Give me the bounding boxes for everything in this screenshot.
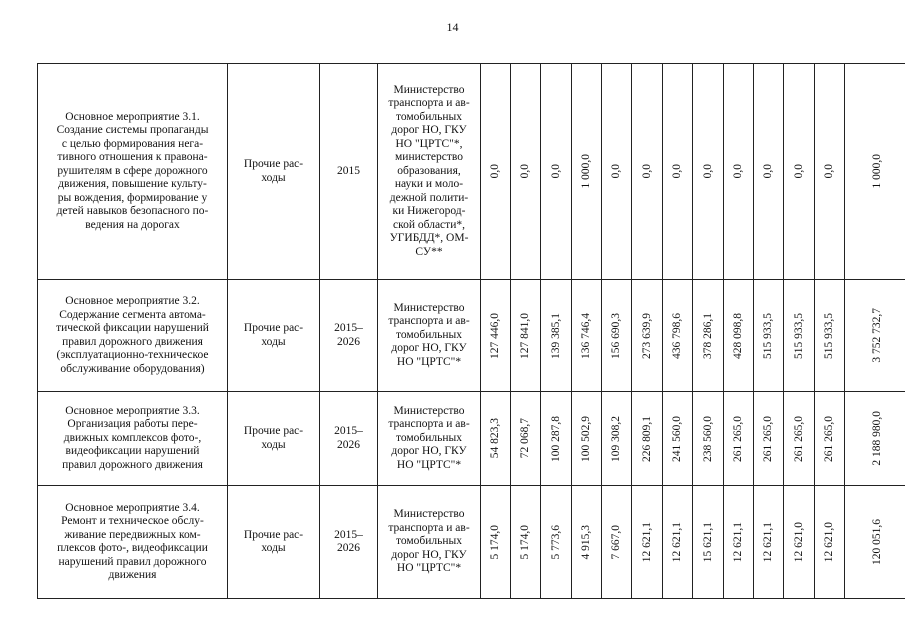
year-value-cell: [815, 280, 845, 392]
value-text: 0,0: [519, 164, 531, 179]
year-value-cell: [632, 486, 663, 599]
value-text: 1 000,0: [870, 154, 883, 189]
year-value-cell: [815, 392, 845, 486]
value-text: 12 621,0: [792, 521, 805, 563]
year-value-cell: [663, 280, 693, 392]
year-value-cell: [572, 280, 602, 392]
year-value-cell: [724, 64, 754, 280]
page-number: 14: [446, 20, 459, 34]
value-text: 72 068,7: [519, 418, 531, 459]
value-text: 261 265,0: [732, 415, 744, 462]
value-text: 0,0: [489, 164, 501, 179]
year-value-cell: [784, 280, 815, 392]
year-value-cell: [754, 64, 784, 280]
year-value-cell: [602, 64, 632, 280]
value-text: 12 621,1: [762, 521, 774, 563]
cost-type-cell: Прочие рас- ходы: [228, 64, 320, 280]
year-value-cell: [693, 64, 724, 280]
value-text: 0,0: [610, 164, 622, 179]
value-text: 4 915,3: [580, 524, 592, 560]
value-text: 0,0: [732, 164, 744, 179]
year-value-cell: [541, 392, 572, 486]
value-text: 378 286,1: [701, 312, 714, 359]
value-text: 261 265,0: [762, 415, 774, 462]
year-value-cell: [754, 486, 784, 599]
value-text: 3 752 732,7: [870, 308, 883, 363]
value-text: 238 560,0: [701, 415, 714, 462]
year-value-cell: [693, 280, 724, 392]
activity-name-cell: Основное мероприятие 3.4. Ремонт и техническое обслу- живание передвижных ком- плексов фото-, видеофиксации нарушений правил дорожного движения: [38, 486, 228, 599]
year-value-cell: [663, 392, 693, 486]
value-text: 5 174,0: [489, 524, 501, 560]
table-row: [38, 64, 905, 280]
value-text: 5 174,0: [519, 524, 531, 560]
years-cell: 2015– 2026: [320, 392, 378, 486]
year-value-cell: [754, 392, 784, 486]
value-text: 7 667,0: [610, 524, 622, 560]
activity-name-cell: Основное мероприятие 3.1. Создание системы пропаганды с целью формирования нега- тивного отношения к правона- рушителям в сфере дорожного движения, повышение культу- ры вождения, формирование у детей навыков безопасного по- ведения на дорогах: [38, 64, 228, 280]
activity-name-cell: Основное мероприятие 3.3. Организация работы пере- движных комплексов фото-, видеофиксации нарушений правил дорожного движения: [38, 392, 228, 486]
year-value-cell: [572, 64, 602, 280]
activity-name-cell: Основное мероприятие 3.2. Содержание сегмента автома- тической фиксации нарушений правил дорожного движения (эксплуатационно-техническое обслуживание оборудования): [38, 280, 228, 392]
year-value-cell: [784, 64, 815, 280]
value-text: 0,0: [549, 164, 562, 179]
year-value-cell: [511, 280, 541, 392]
value-text: 428 098,8: [732, 312, 744, 359]
year-value-cell: [784, 486, 815, 599]
value-text: 226 809,1: [640, 415, 653, 462]
year-value-cell: [632, 280, 663, 392]
value-text: 15 621,1: [701, 521, 714, 563]
value-text: 261 265,0: [823, 415, 835, 462]
year-value-cell: [511, 64, 541, 280]
total-value-cell: [845, 392, 905, 486]
year-value-cell: [511, 392, 541, 486]
value-text: 0,0: [823, 164, 835, 179]
year-value-cell: [572, 486, 602, 599]
year-value-cell: [572, 392, 602, 486]
year-value-cell: [784, 392, 815, 486]
value-text: 273 639,9: [640, 312, 653, 359]
value-text: 0,0: [762, 164, 774, 179]
value-text: 2 188 980,0: [870, 411, 883, 466]
year-value-cell: [541, 64, 572, 280]
years-cell: 2015– 2026: [320, 486, 378, 599]
year-value-cell: [481, 280, 511, 392]
value-text: 0,0: [671, 164, 683, 179]
year-value-cell: [541, 486, 572, 599]
table-row: [38, 486, 905, 599]
value-text: 5 773,6: [549, 524, 562, 560]
value-text: 12 621,1: [671, 521, 683, 563]
cost-type-cell: Прочие рас- ходы: [228, 392, 320, 486]
executor-cell: Министерство транспорта и ав- томобильных дорог НО, ГКУ НО "ЦРТС"*: [378, 392, 481, 486]
value-text: 100 287,8: [549, 415, 562, 462]
executor-cell: Министерство транспорта и ав- томобильных дорог НО, ГКУ НО "ЦРТС"*: [378, 486, 481, 599]
value-text: 120 051,6: [870, 519, 883, 565]
value-text: 261 265,0: [792, 415, 805, 462]
year-value-cell: [724, 486, 754, 599]
total-value-cell: [845, 486, 905, 599]
year-value-cell: [602, 280, 632, 392]
table-row: [38, 392, 905, 486]
value-text: 127 841,0: [519, 312, 531, 359]
value-text: 139 385,1: [549, 312, 562, 359]
year-value-cell: [602, 486, 632, 599]
value-text: 127 446,0: [489, 312, 501, 359]
budget-table: [37, 63, 905, 599]
total-value-cell: [845, 280, 905, 392]
year-value-cell: [663, 64, 693, 280]
year-value-cell: [511, 486, 541, 599]
total-value-cell: [845, 64, 905, 280]
value-text: 241 560,0: [671, 415, 683, 462]
value-text: 1 000,0: [580, 154, 592, 189]
value-text: 12 621,1: [640, 521, 653, 563]
year-value-cell: [541, 280, 572, 392]
table-row: [38, 280, 905, 392]
value-text: 136 746,4: [580, 312, 592, 359]
value-text: 0,0: [640, 164, 653, 179]
year-value-cell: [632, 64, 663, 280]
value-text: 0,0: [792, 164, 805, 179]
value-text: 515 933,5: [792, 312, 805, 359]
year-value-cell: [815, 486, 845, 599]
year-value-cell: [724, 392, 754, 486]
cost-type-cell: Прочие рас- ходы: [228, 280, 320, 392]
year-value-cell: [632, 392, 663, 486]
value-text: 515 933,5: [762, 312, 774, 359]
years-cell: 2015: [320, 64, 378, 280]
year-value-cell: [693, 392, 724, 486]
value-text: 54 823,3: [489, 418, 501, 459]
year-value-cell: [693, 486, 724, 599]
value-text: 515 933,5: [823, 312, 835, 359]
cost-type-cell: Прочие рас- ходы: [228, 486, 320, 599]
executor-cell: Министерство транспорта и ав- томобильных дорог НО, ГКУ НО "ЦРТС"*: [378, 280, 481, 392]
value-text: 436 798,6: [671, 312, 683, 359]
year-value-cell: [481, 64, 511, 280]
year-value-cell: [481, 392, 511, 486]
executor-cell: Министерство транспорта и ав- томобильных дорог НО, ГКУ НО "ЦРТС"*, министерство образования, науки и моло- дежной полити- ки Нижегород- ской области*, УГИБДД*, ОМ- СУ**: [378, 64, 481, 280]
value-text: 156 690,3: [610, 312, 622, 359]
value-text: 109 308,2: [610, 415, 622, 462]
year-value-cell: [602, 392, 632, 486]
value-text: 0,0: [701, 164, 714, 179]
value-text: 100 502,9: [580, 415, 592, 462]
value-text: 12 621,1: [732, 521, 744, 563]
year-value-cell: [663, 486, 693, 599]
year-value-cell: [754, 280, 784, 392]
years-cell: 2015– 2026: [320, 280, 378, 392]
year-value-cell: [481, 486, 511, 599]
year-value-cell: [724, 280, 754, 392]
year-value-cell: [815, 64, 845, 280]
value-text: 12 621,0: [823, 521, 835, 563]
